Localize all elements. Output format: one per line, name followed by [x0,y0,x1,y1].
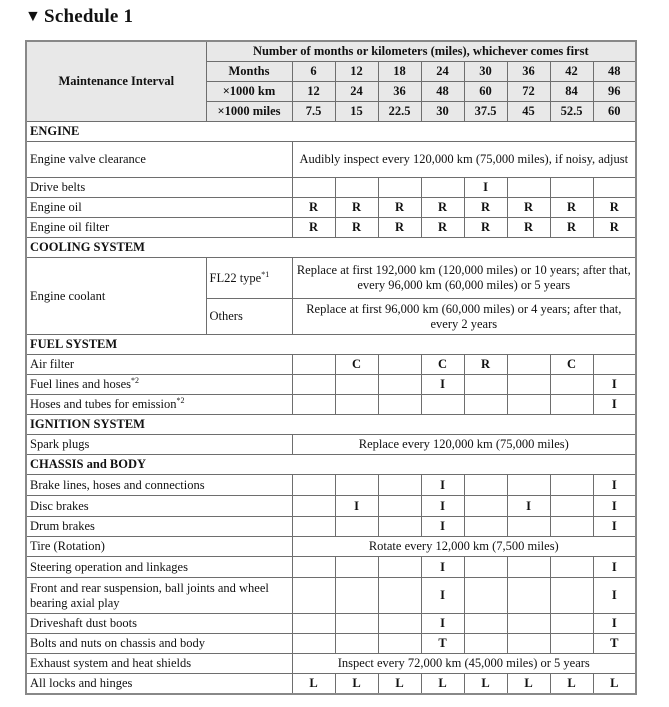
item-note: Audibly inspect every 120,000 km (75,000 miles), if noisy, adjust [292,142,636,178]
schedule-title [25,6,133,28]
table-row [26,355,636,375]
interval-mark-cell [335,614,378,634]
schedule-title-text: Schedule 1 [44,6,134,27]
interval-mark-cell [464,375,507,395]
table-row [26,475,636,496]
interval-mark-cell: L [550,674,593,695]
interval-mark-cell [507,375,550,395]
interval-mark-cell: I [593,517,636,537]
interval-mark-cell: C [421,355,464,375]
item-label [26,614,292,634]
section-row-cooling [26,238,636,258]
item-note: Rotate every 12,000 km (7,500 miles) [292,537,636,557]
months-value: 6 [292,62,335,82]
item-note: Replace at first 96,000 km (60,000 miles) or 4 years; after that, every 2 years [292,299,636,335]
interval-mark-cell [335,375,378,395]
interval-mark-cell: I [593,395,636,415]
section-title: IGNITION SYSTEM [26,415,636,435]
interval-mark-cell [421,395,464,415]
table-row [26,375,636,395]
interval-mark-cell [421,178,464,198]
item-label: Exhaust system and heat shields [26,654,292,674]
interval-mark-cell: L [378,674,421,695]
interval-mark-cell: I [421,475,464,496]
interval-mark-cell [464,395,507,415]
section-row-fuel [26,335,636,355]
interval-mark-cell [378,517,421,537]
km-value: 12 [292,82,335,102]
interval-mark-cell [292,496,335,517]
item-label: Engine coolant [26,258,206,335]
table-row [26,435,636,455]
interval-mark-cell: I [421,375,464,395]
interval-mark-cell [550,496,593,517]
item-label [26,557,292,578]
item-label [26,395,292,415]
interval-mark-cell: I [421,517,464,537]
interval-span-header: Number of months or kilometers (miles), whichever comes first [206,41,636,62]
interval-mark-cell [593,178,636,198]
table-row [26,258,636,299]
footnote-marker: *1 [261,269,270,279]
interval-mark-cell: L [335,674,378,695]
interval-mark-cell [292,614,335,634]
item-label [26,218,292,238]
interval-mark-cell: R [421,218,464,238]
interval-mark-cell [507,557,550,578]
interval-mark-cell [550,178,593,198]
item-label [26,674,292,695]
interval-mark-cell [378,614,421,634]
table-row [26,634,636,654]
interval-mark-cell [378,178,421,198]
header-row-span [26,41,636,62]
miles-value: 30 [421,102,464,122]
months-value: 42 [550,62,593,82]
months-value: 24 [421,62,464,82]
interval-mark-cell [292,634,335,654]
interval-mark-cell: L [593,674,636,695]
section-title: ENGINE [26,122,636,142]
interval-mark-cell: L [507,674,550,695]
interval-mark-cell: R [464,355,507,375]
interval-mark-cell [550,557,593,578]
item-label [26,355,292,375]
miles-value: 60 [593,102,636,122]
miles-value: 22.5 [378,102,421,122]
item-label-text: Disc brakes [30,498,89,513]
interval-mark-cell [292,517,335,537]
interval-mark-cell: R [464,198,507,218]
interval-mark-cell [464,634,507,654]
item-label-text: Front and rear suspension, ball joints and wheel bearing axial play [30,580,269,610]
section-title: COOLING SYSTEM [26,238,636,258]
item-label [26,517,292,537]
interval-mark-cell [292,475,335,496]
km-value: 96 [593,82,636,102]
interval-mark-cell [464,557,507,578]
interval-mark-cell [507,178,550,198]
interval-mark-cell [292,578,335,614]
km-value: 36 [378,82,421,102]
miles-value: 45 [507,102,550,122]
interval-mark-cell: I [593,557,636,578]
miles-header: ×1000 miles [206,102,292,122]
interval-mark-cell: C [550,355,593,375]
item-note: Replace at first 192,000 km (120,000 miles) or 10 years; after that, every 96,000 km (60,000 miles) or 5 years [292,258,636,299]
interval-mark-cell [550,614,593,634]
interval-mark-cell [292,355,335,375]
interval-mark-cell: T [421,634,464,654]
interval-mark-cell: I [593,578,636,614]
table-row [26,614,636,634]
km-value: 24 [335,82,378,102]
interval-mark-cell [292,395,335,415]
table-row [26,517,636,537]
section-row-engine [26,122,636,142]
item-label [26,198,292,218]
interval-mark-cell: I [593,496,636,517]
miles-value: 52.5 [550,102,593,122]
coolant-type-label: FL22 type [209,270,262,285]
item-label-text: Engine oil [30,200,82,214]
item-label [26,375,292,395]
interval-mark-cell [464,496,507,517]
table-row [26,496,636,517]
interval-mark-cell [464,517,507,537]
item-label-text: Brake lines, hoses and connections [30,477,205,492]
km-value: 84 [550,82,593,102]
interval-mark-cell [507,395,550,415]
footnote-marker: *2 [131,375,140,385]
interval-mark-cell [292,375,335,395]
km-value: 60 [464,82,507,102]
interval-mark-cell: L [421,674,464,695]
table-row [26,537,636,557]
interval-mark-cell [335,475,378,496]
interval-mark-cell: R [335,198,378,218]
interval-mark-cell: R [335,218,378,238]
table-row [26,198,636,218]
item-label-text: Drum brakes [30,519,95,533]
table-row [26,557,636,578]
item-label-text: Air filter [30,357,75,371]
months-value: 36 [507,62,550,82]
item-label: Spark plugs [26,435,292,455]
interval-mark-cell [507,614,550,634]
interval-mark-cell [378,634,421,654]
item-label: Tire (Rotation) [26,537,292,557]
table-row [26,654,636,674]
interval-mark-cell: R [550,218,593,238]
interval-mark-cell [507,578,550,614]
interval-mark-cell [550,395,593,415]
maintenance-interval-header: Maintenance Interval [26,41,206,122]
miles-value: 15 [335,102,378,122]
interval-mark-cell: I [421,496,464,517]
item-label-text: Drive belts [30,180,86,194]
item-label [26,496,292,517]
interval-mark-cell [550,475,593,496]
interval-mark-cell: I [421,578,464,614]
interval-mark-cell [378,395,421,415]
table-row [26,142,636,178]
interval-mark-cell [335,517,378,537]
interval-mark-cell [550,634,593,654]
item-label-text: Hoses and tubes for emission [30,397,177,411]
interval-mark-cell [335,395,378,415]
interval-mark-cell [378,557,421,578]
item-note: Replace every 120,000 km (75,000 miles) [292,435,636,455]
item-label-text: All locks and hinges [30,676,133,690]
interval-mark-cell [464,578,507,614]
km-header: ×1000 km [206,82,292,102]
interval-mark-cell: L [464,674,507,695]
interval-mark-cell: I [421,557,464,578]
item-label [26,475,292,496]
interval-mark-cell: R [378,218,421,238]
interval-mark-cell: C [335,355,378,375]
km-value: 48 [421,82,464,102]
interval-mark-cell [335,557,378,578]
item-label [26,578,292,614]
interval-mark-cell [550,578,593,614]
interval-mark-cell [378,375,421,395]
miles-value: 7.5 [292,102,335,122]
interval-mark-cell: R [593,218,636,238]
interval-mark-cell: R [507,198,550,218]
item-label [26,634,292,654]
months-value: 12 [335,62,378,82]
coolant-type-fl22 [206,258,292,299]
item-label [26,178,292,198]
item-label-text: Steering operation and linkages [30,559,188,574]
interval-mark-cell [335,634,378,654]
months-value: 30 [464,62,507,82]
interval-mark-cell: I [507,496,550,517]
interval-mark-cell: R [464,218,507,238]
interval-mark-cell [593,355,636,375]
interval-mark-cell [550,375,593,395]
interval-mark-cell: I [421,614,464,634]
table-row [26,218,636,238]
interval-mark-cell: I [464,178,507,198]
interval-mark-cell [378,496,421,517]
interval-mark-cell: L [292,674,335,695]
interval-mark-cell [335,178,378,198]
interval-mark-cell: I [335,496,378,517]
interval-mark-cell: R [507,218,550,238]
interval-mark-cell [507,517,550,537]
interval-mark-cell [335,578,378,614]
item-label-text: Fuel lines and hoses [30,377,132,391]
interval-mark-cell [378,475,421,496]
coolant-type-others: Others [206,299,292,335]
interval-mark-cell: I [593,375,636,395]
interval-mark-cell [292,557,335,578]
interval-mark-cell: R [421,198,464,218]
section-title: CHASSIS and BODY [26,455,636,475]
table-row [26,395,636,415]
item-label-text: Bolts and nuts on chassis and body [30,636,205,650]
interval-mark-cell: R [292,218,335,238]
table-row [26,578,636,614]
section-row-chassis [26,455,636,475]
footnote-marker: *2 [176,395,185,405]
interval-mark-cell [507,475,550,496]
down-triangle-icon: ▼ [25,8,42,25]
section-row-ignition [26,415,636,435]
section-title: FUEL SYSTEM [26,335,636,355]
table-row [26,674,636,695]
interval-mark-cell [378,355,421,375]
interval-mark-cell: R [593,198,636,218]
item-label-text: Driveshaft dust boots [30,616,137,630]
interval-mark-cell: R [550,198,593,218]
item-note: Inspect every 72,000 km (45,000 miles) or 5 years [292,654,636,674]
km-value: 72 [507,82,550,102]
interval-mark-cell: T [593,634,636,654]
interval-mark-cell [464,614,507,634]
interval-mark-cell [507,634,550,654]
table-row [26,178,636,198]
interval-mark-cell [464,475,507,496]
item-label: Engine valve clearance [26,142,292,178]
months-value: 18 [378,62,421,82]
interval-mark-cell [550,517,593,537]
interval-mark-cell: I [593,475,636,496]
months-header: Months [206,62,292,82]
miles-value: 37.5 [464,102,507,122]
maintenance-schedule-table [25,40,637,695]
months-value: 48 [593,62,636,82]
interval-mark-cell [507,355,550,375]
interval-mark-cell: R [378,198,421,218]
interval-mark-cell: I [593,614,636,634]
interval-mark-cell: R [292,198,335,218]
interval-mark-cell [378,578,421,614]
item-label-text: Engine oil filter [30,220,110,234]
interval-mark-cell [292,178,335,198]
